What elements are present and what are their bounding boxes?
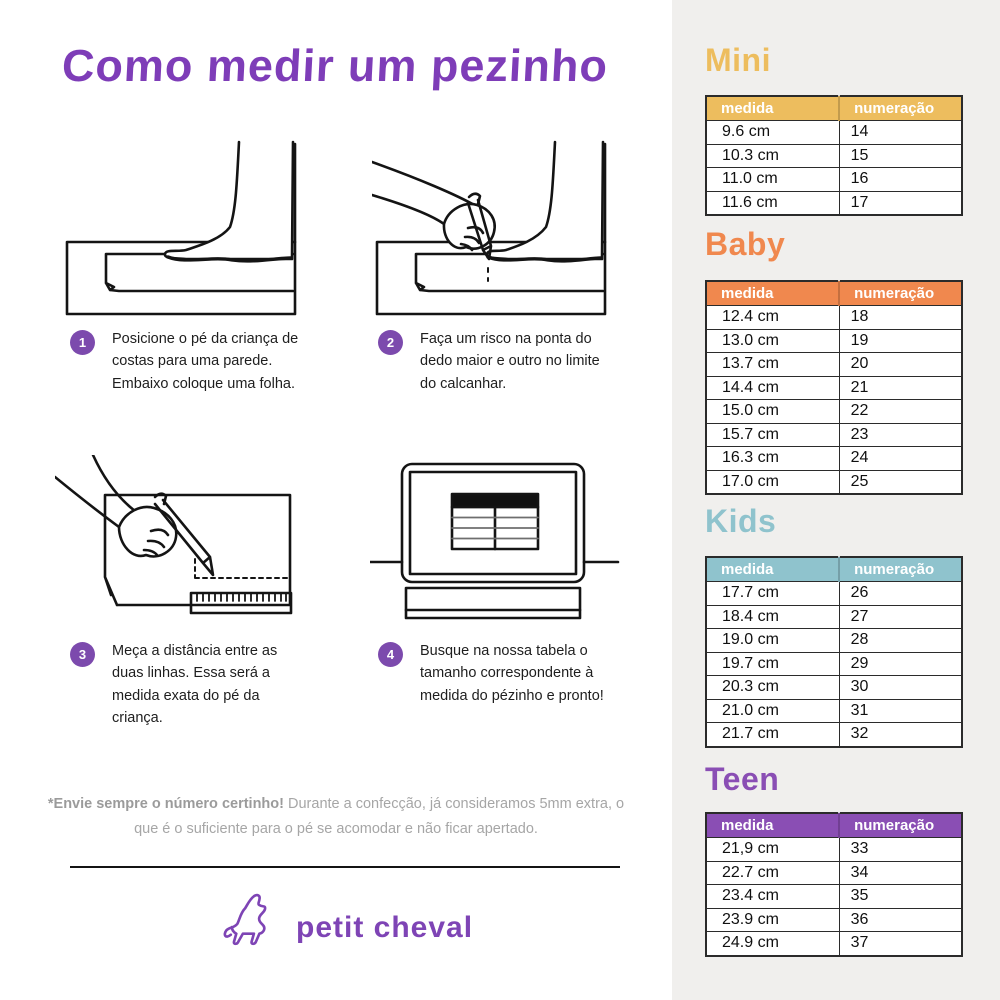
step-4-number: 4 xyxy=(378,642,403,667)
section-title-mini: Mini xyxy=(705,42,771,78)
section-title-baby: Baby xyxy=(705,226,786,262)
medida-cell: 19.0 cm xyxy=(706,629,839,653)
numeracao-cell: 23 xyxy=(839,423,962,447)
size-table-baby xyxy=(705,280,963,495)
header-numeracao: numeração xyxy=(839,813,962,838)
illustration-hand-drawing-line-ruler xyxy=(55,455,315,630)
medida-cell: 16.3 cm xyxy=(706,447,839,471)
section-title-kids: Kids xyxy=(705,503,777,539)
table-row xyxy=(706,932,962,956)
table-row xyxy=(706,861,962,885)
step-1 xyxy=(70,328,320,395)
step-1-text: Posicione o pé da criança de costas para uma parede. Embaixo coloque uma folha. xyxy=(112,331,299,392)
table-row xyxy=(706,885,962,909)
numeracao-cell: 32 xyxy=(839,723,962,747)
numeracao-cell: 28 xyxy=(839,629,962,653)
medida-cell: 21,9 cm xyxy=(706,838,839,862)
illustration-foot-against-wall xyxy=(62,140,312,320)
table-row xyxy=(706,629,962,653)
numeracao-cell: 31 xyxy=(839,699,962,723)
horse-icon xyxy=(222,890,288,952)
numeracao-cell: 16 xyxy=(839,168,962,192)
illustration-hand-marking-foot xyxy=(372,140,622,320)
header-numeracao: numeração xyxy=(839,96,962,121)
medida-cell: 23.4 cm xyxy=(706,885,839,909)
table-header-row xyxy=(706,281,962,306)
numeracao-cell: 36 xyxy=(839,908,962,932)
table-row xyxy=(706,353,962,377)
header-medida: medida xyxy=(706,281,839,306)
medida-cell: 13.0 cm xyxy=(706,329,839,353)
numeracao-cell: 37 xyxy=(839,932,962,956)
medida-cell: 12.4 cm xyxy=(706,306,839,330)
table-row xyxy=(706,400,962,424)
table-row xyxy=(706,908,962,932)
size-table-kids xyxy=(705,556,963,748)
table-header-row xyxy=(706,96,962,121)
illustration-computer-size-table xyxy=(370,452,630,627)
numeracao-cell: 17 xyxy=(839,191,962,215)
medida-cell: 22.7 cm xyxy=(706,861,839,885)
medida-cell: 19.7 cm xyxy=(706,652,839,676)
medida-cell: 18.4 cm xyxy=(706,605,839,629)
table-row xyxy=(706,121,962,145)
numeracao-cell: 25 xyxy=(839,470,962,494)
numeracao-cell: 35 xyxy=(839,885,962,909)
footnote-rest: Durante a confecção, já consideramos 5mm extra, o que é o suficiente para o pé se acomodar e não ficar apertado. xyxy=(134,796,625,837)
numeracao-cell: 18 xyxy=(839,306,962,330)
numeracao-cell: 19 xyxy=(839,329,962,353)
table-row xyxy=(706,376,962,400)
footnote-bold: *Envie sempre o número certinho! xyxy=(47,796,284,812)
numeracao-cell: 33 xyxy=(839,838,962,862)
header-medida: medida xyxy=(706,96,839,121)
medida-cell: 21.7 cm xyxy=(706,723,839,747)
page-title: Como medir um pezinho xyxy=(60,40,610,91)
medida-cell: 11.0 cm xyxy=(706,168,839,192)
medida-cell: 21.0 cm xyxy=(706,699,839,723)
brand-name: petit cheval xyxy=(296,911,474,944)
header-medida: medida xyxy=(706,557,839,582)
table-row xyxy=(706,723,962,747)
medida-cell: 24.9 cm xyxy=(706,932,839,956)
table-row xyxy=(706,676,962,700)
header-numeracao: numeração xyxy=(839,557,962,582)
table-row xyxy=(706,191,962,215)
medida-cell: 14.4 cm xyxy=(706,376,839,400)
step-2 xyxy=(378,328,628,395)
numeracao-cell: 24 xyxy=(839,447,962,471)
numeracao-cell: 22 xyxy=(839,400,962,424)
header-medida: medida xyxy=(706,813,839,838)
table-header-row xyxy=(706,813,962,838)
medida-cell: 17.7 cm xyxy=(706,582,839,606)
medida-cell: 10.3 cm xyxy=(706,144,839,168)
medida-cell: 17.0 cm xyxy=(706,470,839,494)
footnote xyxy=(36,792,636,841)
numeracao-cell: 34 xyxy=(839,861,962,885)
medida-cell: 20.3 cm xyxy=(706,676,839,700)
step-3-number: 3 xyxy=(70,642,95,667)
size-table-teen xyxy=(705,812,963,957)
table-row xyxy=(706,470,962,494)
medida-cell: 15.7 cm xyxy=(706,423,839,447)
numeracao-cell: 29 xyxy=(839,652,962,676)
table-row xyxy=(706,423,962,447)
step-3 xyxy=(70,640,320,730)
table-row xyxy=(706,699,962,723)
header-numeracao: numeração xyxy=(839,281,962,306)
table-row xyxy=(706,652,962,676)
medida-cell: 13.7 cm xyxy=(706,353,839,377)
step-3-text: Meça a distância entre as duas linhas. Essa será a medida exata do pé da criança. xyxy=(112,643,278,727)
divider-line xyxy=(70,866,620,868)
numeracao-cell: 30 xyxy=(839,676,962,700)
table-row xyxy=(706,306,962,330)
table-header-row xyxy=(706,557,962,582)
table-row xyxy=(706,605,962,629)
numeracao-cell: 27 xyxy=(839,605,962,629)
section-title-teen: Teen xyxy=(705,761,780,797)
numeracao-cell: 14 xyxy=(839,121,962,145)
table-row xyxy=(706,144,962,168)
step-2-text: Faça um risco na ponta do dedo maior e outro no limite do calcanhar. xyxy=(420,331,600,392)
step-4 xyxy=(378,640,628,707)
medida-cell: 11.6 cm xyxy=(706,191,839,215)
numeracao-cell: 26 xyxy=(839,582,962,606)
numeracao-cell: 20 xyxy=(839,353,962,377)
table-row xyxy=(706,329,962,353)
medida-cell: 15.0 cm xyxy=(706,400,839,424)
table-row xyxy=(706,168,962,192)
step-4-text: Busque na nossa tabela o tamanho correspondente à medida do pézinho e pronto! xyxy=(420,643,604,704)
step-2-number: 2 xyxy=(378,330,403,355)
medida-cell: 9.6 cm xyxy=(706,121,839,145)
brand-logo xyxy=(222,890,473,952)
medida-cell: 23.9 cm xyxy=(706,908,839,932)
table-row xyxy=(706,838,962,862)
size-table-mini xyxy=(705,95,963,216)
numeracao-cell: 15 xyxy=(839,144,962,168)
table-row xyxy=(706,582,962,606)
step-1-number: 1 xyxy=(70,330,95,355)
numeracao-cell: 21 xyxy=(839,376,962,400)
table-row xyxy=(706,447,962,471)
